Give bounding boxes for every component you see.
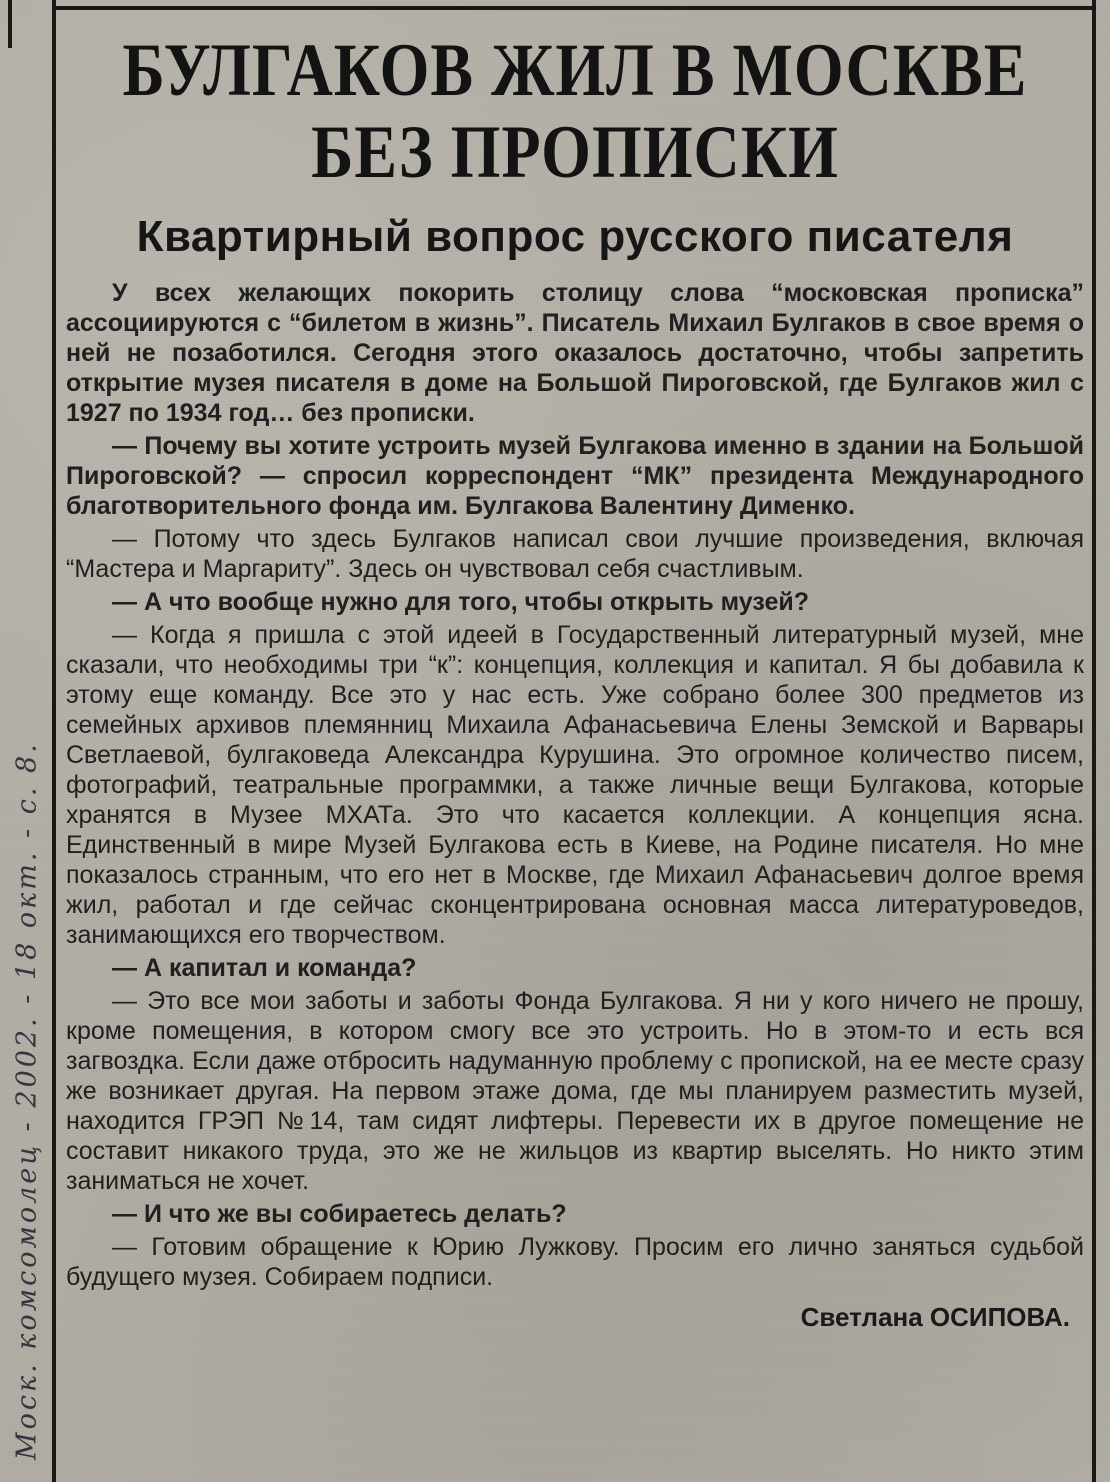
article-paragraph: У всех желающих покорить столицу слова “московская прописка” ассоциируются с “билетом в жизнь”. Писатель Михаил Булгаков в свое время о ней не позаботился. Сегодня этого оказалось достаточно, чтобы запретить открытие музея писателя в доме на Большой Пироговской, где Булгаков жил с 1927 по 1934 год… без прописки. xyxy=(66,278,1084,427)
article-title-line-1: БУЛГАКОВ ЖИЛ В МОСКВЕ xyxy=(122,27,1028,112)
article-title-line-2: БЕЗ ПРОПИСКИ xyxy=(311,109,839,194)
clipping-corner-mark xyxy=(8,0,12,48)
handwritten-source-note: Моск. комсомолец - 2002. - 18 окт. - с. 8. xyxy=(11,741,43,1460)
article-subtitle: Квартирный вопрос русского писателя xyxy=(136,211,1014,261)
article-paragraph: — Готовим обращение к Юрию Лужкову. Просим его лично заняться судьбой будущего музея. Собираем подписи. xyxy=(66,1232,1084,1291)
article-title xyxy=(66,14,1084,194)
article-paragraph: — А что вообще нужно для того, чтобы открыть музей? xyxy=(112,587,810,616)
clipping-top-rule xyxy=(52,6,1096,10)
clipping-left-rule xyxy=(52,0,56,1482)
article-paragraph: — Потому что здесь Булгаков написал свои лучшие произведения, включая “Мастера и Маргариту”. Здесь он чувствовал себя счастливым. xyxy=(66,524,1084,583)
article-paragraph: — Когда я пришла с этой идеей в Государственный литературный музей, мне сказали, что необходимы три “к”: концепция, коллекция и капитал. Я бы добавила к этому еще команду. Все это у нас есть. Уже собрано более 300 предметов из семейных архивов племянниц Михаила Афанасьевича Елены Земской и Варвары Светлаевой, булгаковеда Александра Курушина. Это огромное количество писем, фотографий, театральные программки, а также личные вещи Булгакова, которые хранятся в Музее МХАТа. Это что касается коллекции. А концепция ясна. Единственный в мире Музей Булгакова есть в Киеве, на Родине писателя. Но мне показалось странным, что его нет в Москве, где Михаил Афанасьевич долгое время жил, работал и где сейчас сконцентрирована основная масса литературоведов, занимающихся его творчеством. xyxy=(66,620,1084,949)
article-content xyxy=(66,14,1084,1333)
clipping-right-rule xyxy=(1092,0,1096,1482)
article-body xyxy=(66,278,1084,1292)
article-paragraph: — А капитал и команда? xyxy=(112,953,417,982)
article-paragraph: — Это все мои заботы и заботы Фонда Булгакова. Я ни у кого ничего не прошу, кроме помещения, в котором смогу все это устроить. Но в этом-то и есть вся загвоздка. Если даже отбросить надуманную проблему с пропиской, на ее месте сразу же возникает другая. На первом этаже дома, где мы планируем разместить музей, находится ГРЭП №14, там сидят лифтеры. Перевести их в другое помещение не составит никакого труда, это же не жильцов из квартир выселять. Но никто этим заниматься не хочет. xyxy=(66,986,1084,1195)
article-paragraph: — И что же вы собираетесь делать? xyxy=(112,1199,567,1228)
article-byline: Светлана ОСИПОВА. xyxy=(800,1301,1070,1332)
article-paragraph: — Почему вы хотите устроить музей Булгакова именно в здании на Большой Пироговской? — спросил корреспондент “МК” президента Международного благотворительного фонда им. Булгакова Валентину Дименко. xyxy=(66,431,1084,520)
